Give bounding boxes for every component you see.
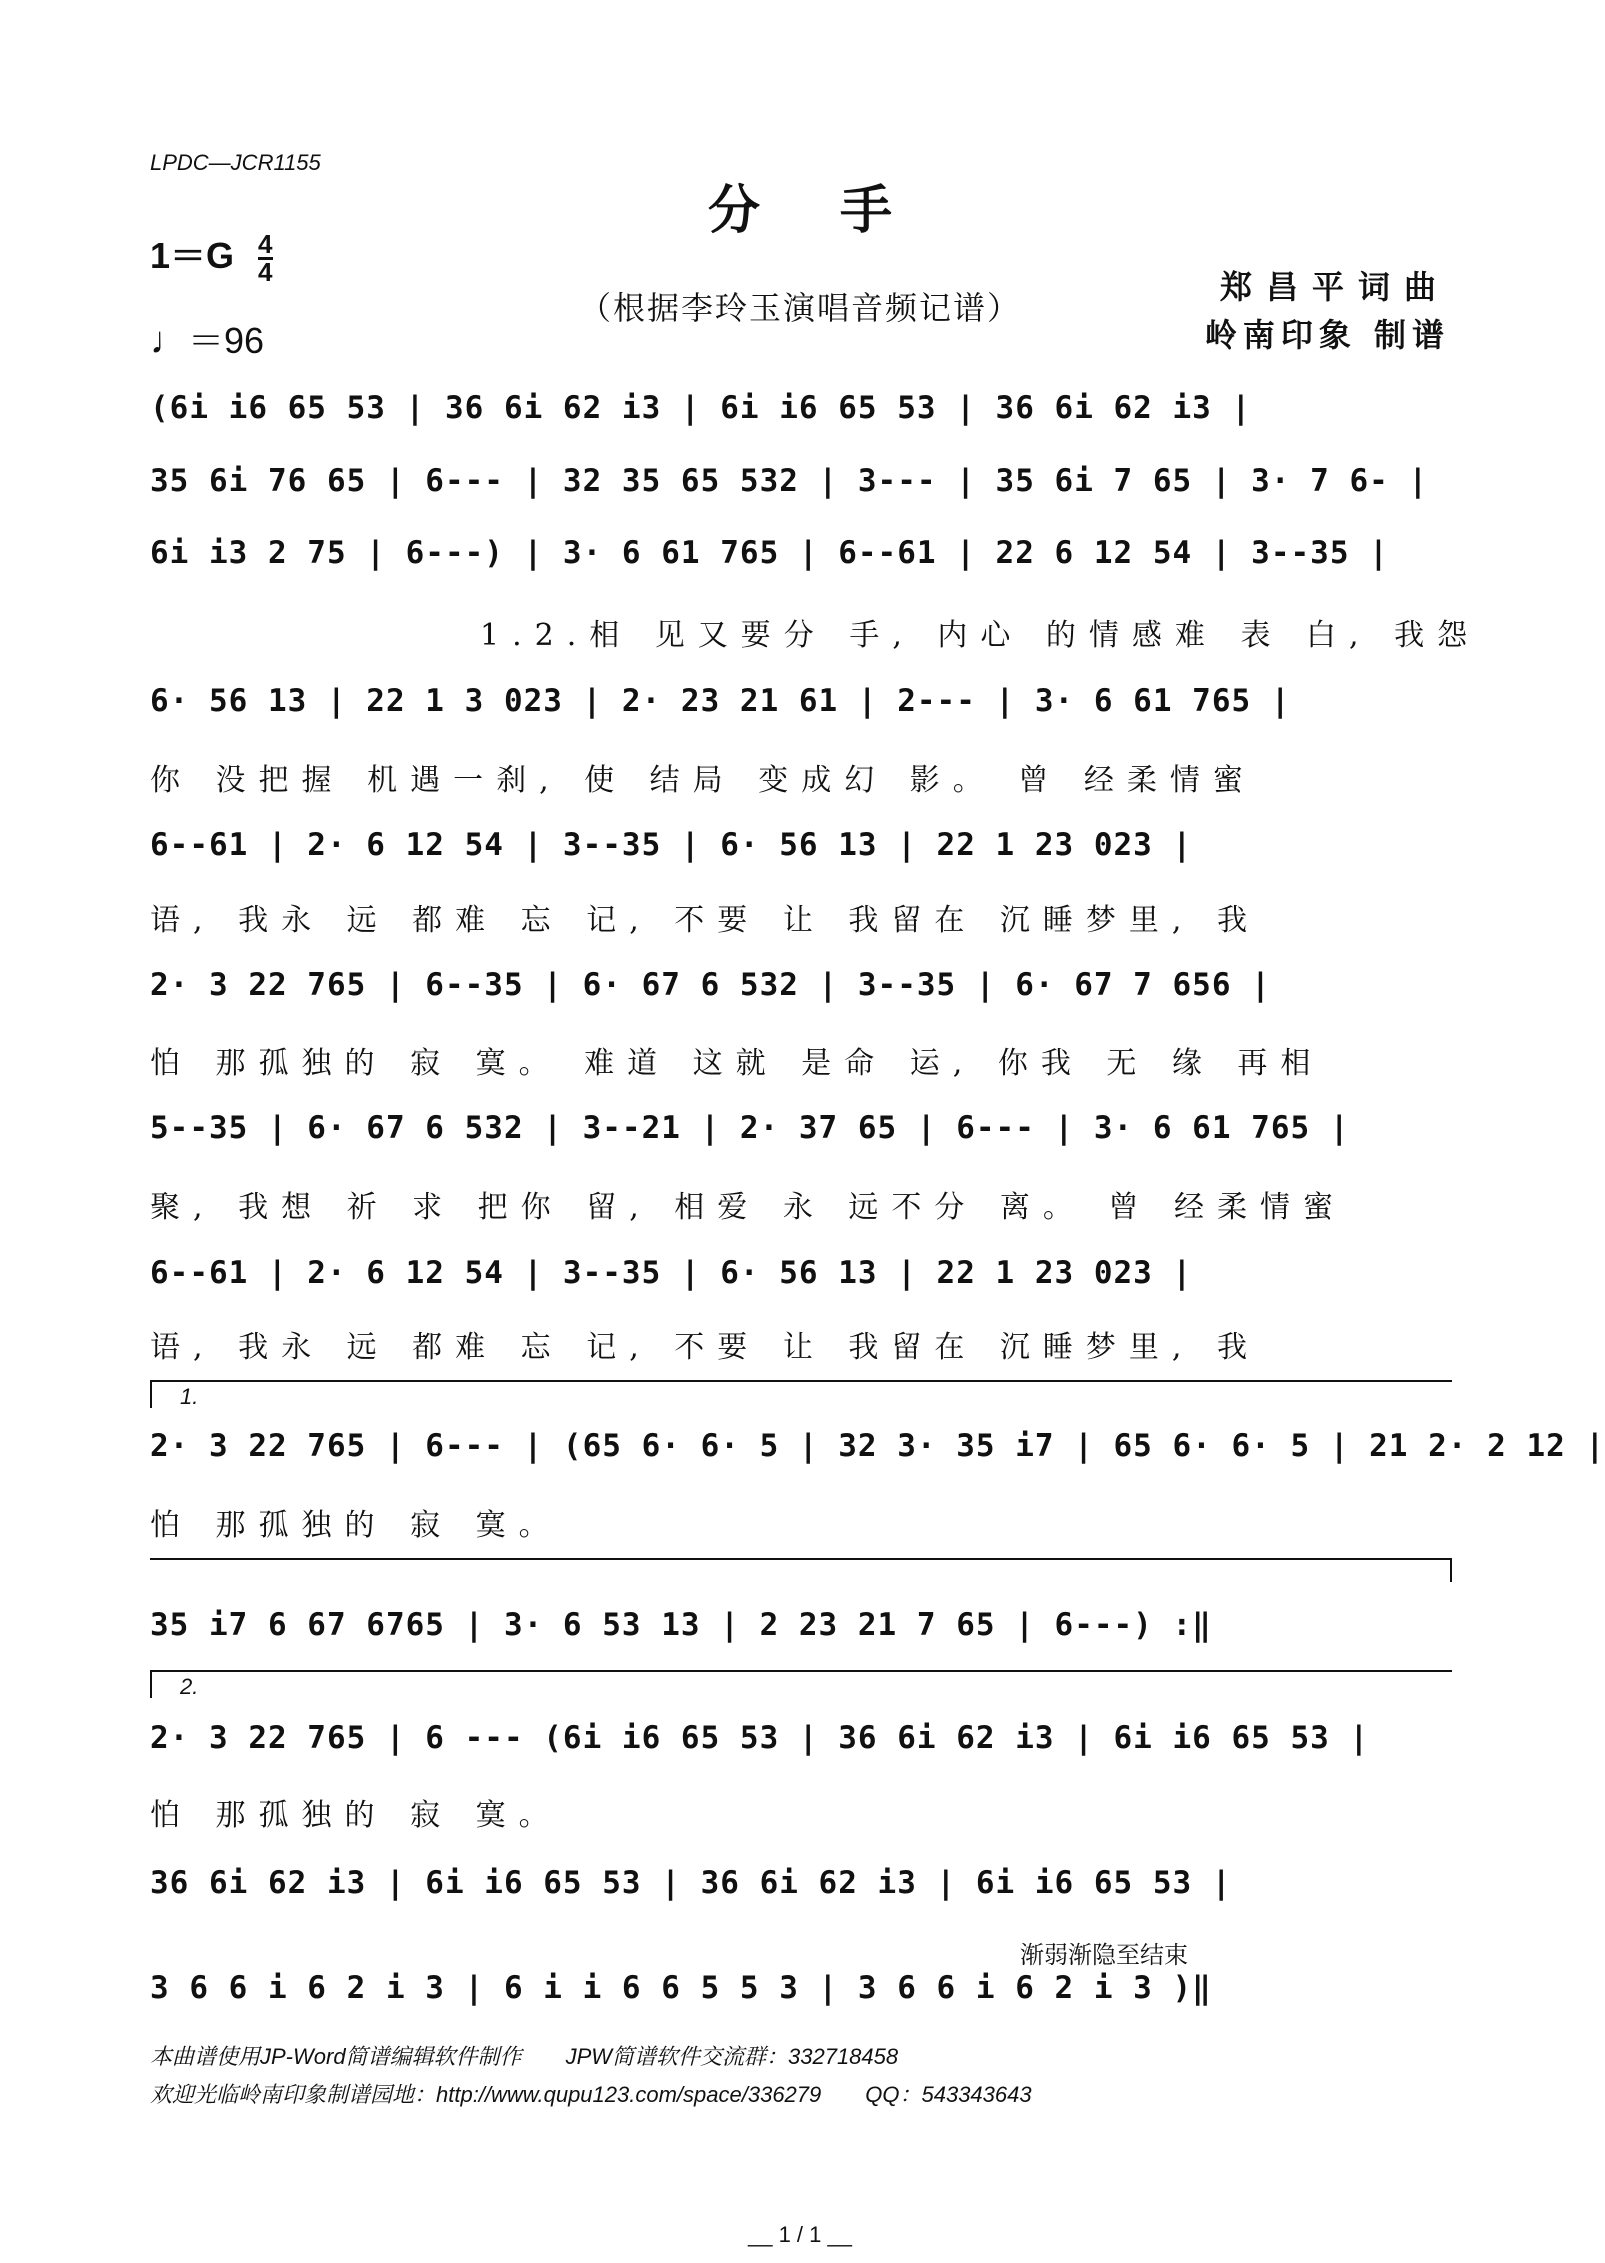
fade-out-marking: 渐弱渐隐至结束 <box>1020 1941 1188 1969</box>
music-line: 6· 56 13 | 22 1 3 023 | 2· 23 21 61 | 2--- | 3· 6 61 765 | <box>150 683 1291 719</box>
second-ending-bracket <box>150 1670 1452 1698</box>
lyric-line: 怕 那孤独的 寂 寞。 <box>150 1798 562 1833</box>
key-signature <box>150 228 273 285</box>
footer-line-2: 欢迎光临岭南印象制谱园地：http://www.qupu123.com/space/336279 QQ：543343643 <box>150 2082 1032 2107</box>
page-number: __ 1 / 1 __ <box>748 2222 852 2247</box>
score-code: LPDC—JCR1155 <box>150 150 321 175</box>
music-line: 6--61 | 2· 6 12 54 | 3--35 | 6· 56 13 | 22 1 23 023 | <box>150 1255 1193 1291</box>
tempo-value: ＝96 <box>188 320 265 361</box>
first-ending-bracket-end <box>150 1558 1452 1582</box>
lyric-line: 1.2.相 见又要分 手, 内心 的情感难 表 白, 我怨 <box>480 618 1481 653</box>
time-denominator: 4 <box>258 256 273 287</box>
time-numerator: 4 <box>258 229 273 260</box>
music-line: 2· 3 22 765 | 6--35 | 6· 67 6 532 | 3--35 | 6· 67 7 656 | <box>150 967 1271 1003</box>
credit-arranger: 岭南印象 制谱 <box>1204 316 1450 354</box>
credit-lyric-composer: 郑昌平词曲 <box>1219 268 1450 306</box>
page-title: 分手 <box>707 180 972 241</box>
second-ending-label: 2. <box>180 1674 199 1699</box>
music-line: 35 6i 76 65 | 6--- | 32 35 65 532 | 3--- | 35 6i 7 65 | 3· 7 6- | <box>150 463 1429 499</box>
music-line: (6i i6 65 53 | 36 6i 62 i3 | 6i i6 65 53 | 36 6i 62 i3 | <box>150 390 1252 426</box>
music-line: 2· 3 22 765 | 6 --- (6i i6 65 53 | 36 6i 62 i3 | 6i i6 65 53 | <box>150 1720 1370 1756</box>
subtitle: （根据李玲玉演唱音频记谱） <box>578 289 1021 327</box>
key-label: 1＝G <box>150 235 235 276</box>
quarter-note-icon: ♩ <box>150 320 188 362</box>
music-line: 2· 3 22 765 | 6--- | (65 6· 6· 5 | 32 3· 35 i7 | 65 6· 6· 5 | 21 2· 2 12 | <box>150 1428 1605 1464</box>
music-line: 6--61 | 2· 6 12 54 | 3--35 | 6· 56 13 | 22 1 23 023 | <box>150 827 1193 863</box>
first-ending-label: 1. <box>180 1384 199 1409</box>
music-line: 36 6i 62 i3 | 6i i6 65 53 | 36 6i 62 i3 | 6i i6 65 53 | <box>150 1865 1232 1901</box>
lyric-line: 怕 那孤独的 寂 寞。 难道 这就 是命 运, 你我 无 缘 再相 <box>150 1046 1324 1081</box>
lyric-line: 语, 我永 远 都难 忘 记, 不要 让 我留在 沉睡梦里, 我 <box>150 1330 1260 1365</box>
lyric-line: 怕 那孤独的 寂 寞。 <box>150 1508 562 1543</box>
lyric-line: 聚, 我想 祈 求 把你 留, 相爱 永 远不分 离。 曾 经柔情蜜 <box>150 1190 1346 1225</box>
lyric-line: 你 没把握 机遇一刹, 使 结局 变成幻 影。 曾 经柔情蜜 <box>150 763 1256 798</box>
music-line: 6i i3 2 75 | 6---) | 3· 6 61 765 | 6--61 | 22 6 12 54 | 3--35 | <box>150 535 1389 571</box>
first-ending-bracket <box>150 1380 1452 1408</box>
music-line: 35 i7 6 67 6765 | 3· 6 53 13 | 2 23 21 7 65 | 6---) :‖ <box>150 1607 1212 1643</box>
time-signature <box>258 229 273 287</box>
footer-line-1: 本曲谱使用JP-Word简谱编辑软件制作 JPW简谱软件交流群：332718458 <box>150 2044 899 2069</box>
music-line: 3 6 6 i 6 2 i 3 | 6 i i 6 6 5 5 3 | 3 6 6 i 6 2 i 3 )‖ <box>150 1970 1212 2006</box>
music-line: 5--35 | 6· 67 6 532 | 3--21 | 2· 37 65 | 6--- | 3· 6 61 765 | <box>150 1110 1350 1146</box>
lyric-line: 语, 我永 远 都难 忘 记, 不要 让 我留在 沉睡梦里, 我 <box>150 903 1260 938</box>
